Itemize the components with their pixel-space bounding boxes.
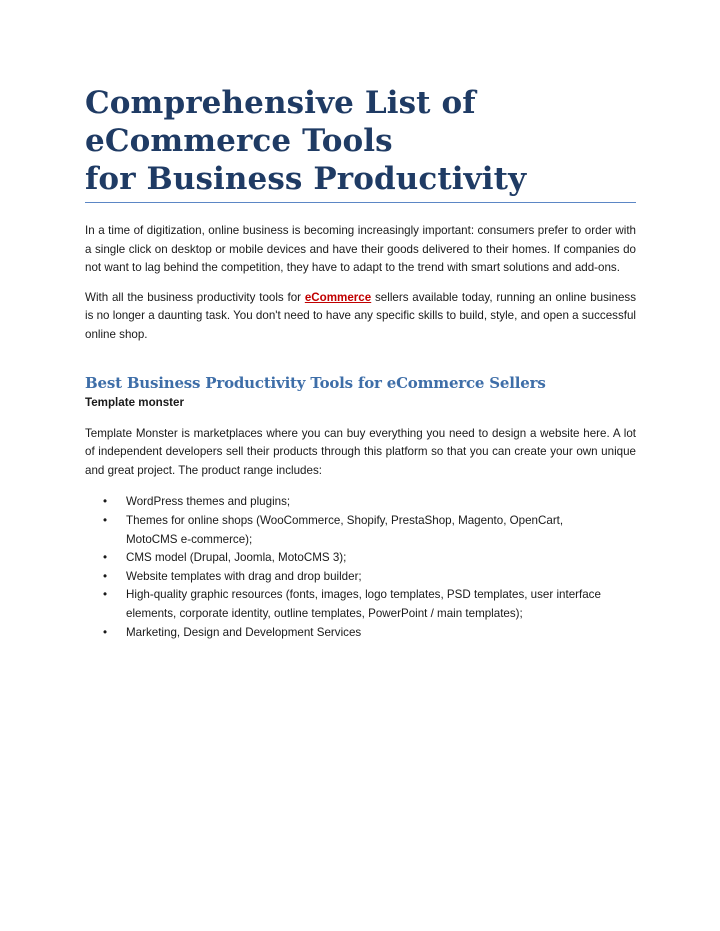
list-item-text: WordPress themes and plugins; [126, 495, 291, 509]
ecommerce-link[interactable]: eCommerce [304, 290, 372, 304]
intro-p2-text-after: sellers available today, running an online business is no longer a daunting task. You don't need to have any specific skills to build, style, and open a successful online shop. [85, 290, 636, 341]
bullet-icon: • [103, 495, 108, 509]
section-paragraph: Template Monster is marketplaces where you can buy everything you need to design a website here. A lot of independent developers sell their products through this platform so that you can create your own unique and great project. The product range includes: [85, 426, 636, 477]
bullet-icon: • [103, 551, 108, 565]
list-item-text: Marketing, Design and Development Services [126, 625, 362, 639]
page-title [85, 84, 636, 203]
list-item [85, 624, 636, 643]
intro-paragraph-2 [85, 289, 636, 345]
bullet-icon: • [103, 513, 108, 527]
list-item [85, 493, 636, 512]
list-item-text: Website templates with drag and drop builder; [126, 569, 362, 583]
title-line-1: Comprehensive List of eCommerce Tools [85, 85, 476, 159]
list-item [85, 512, 636, 549]
bullet-icon: • [103, 569, 108, 583]
document-page [85, 84, 636, 642]
list-item [85, 586, 636, 623]
bullet-icon: • [103, 625, 108, 639]
title-line-2: for Business Productivity [85, 161, 527, 197]
bullet-icon: • [103, 588, 108, 602]
list-item-text: CMS model (Drupal, Joomla, MotoCMS 3); [126, 551, 347, 565]
list-item-text: Themes for online shops (WooCommerce, Shopify, PrestaShop, Magento, OpenCart, MotoCMS e-commerce); [126, 513, 564, 546]
list-item [85, 568, 636, 587]
product-range-list [85, 493, 636, 642]
section-heading: Best Business Productivity Tools for eCommerce Sellers [85, 373, 546, 392]
intro-paragraph-1: In a time of digitization, online business is becoming increasingly important: consumers prefer to order with a single click on desktop or mobile devices and have their goods delivered to their homes. If companies do not want to lag behind the competition, they have to adapt to the trend with smart solutions and add-ons. [85, 224, 636, 275]
list-item [85, 549, 636, 568]
intro-p2-text-before: With all the business productivity tools for [85, 290, 305, 304]
list-item-text: High-quality graphic resources (fonts, images, logo templates, PSD templates, user interface elements, corporate identity, outline templates, PowerPoint / main templates); [126, 588, 601, 620]
section-subheading: Template monster [85, 395, 184, 409]
